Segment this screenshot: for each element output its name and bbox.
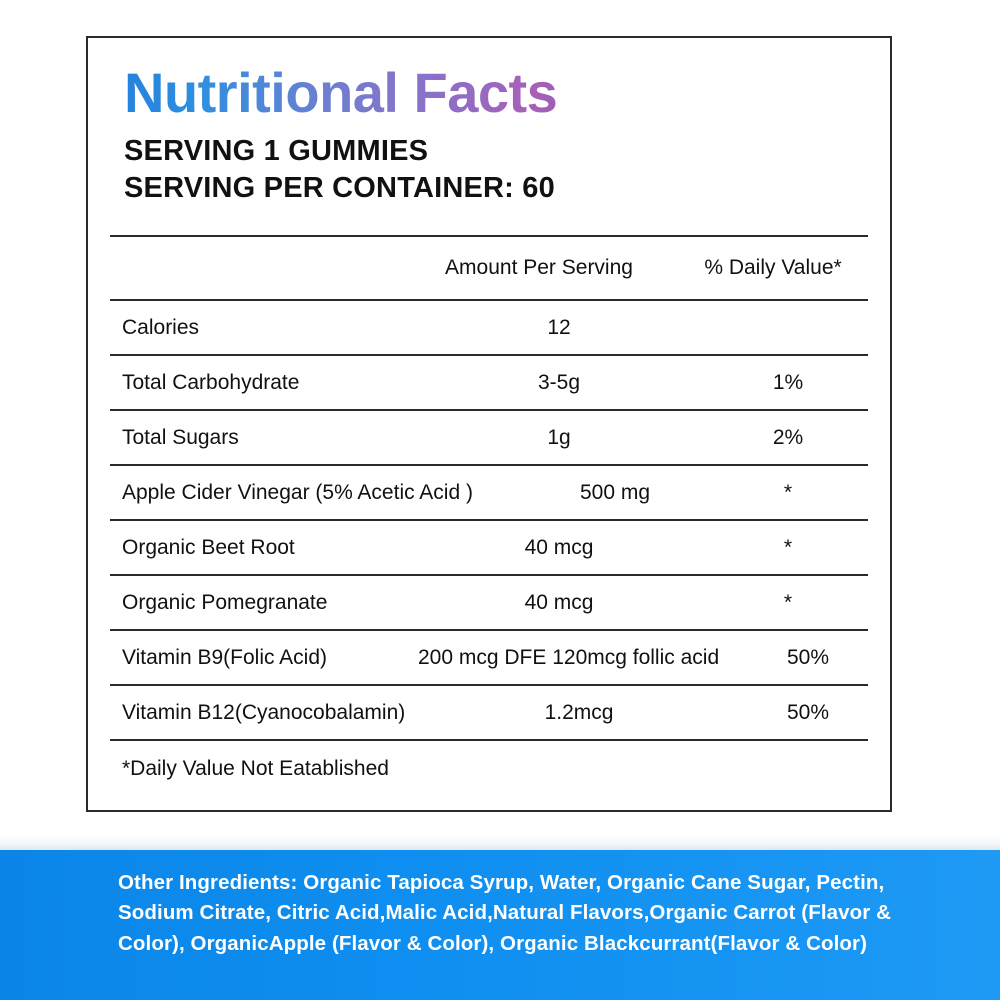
serving-size-line: SERVING 1 GUMMIES [124, 134, 429, 167]
row-amount: 40 mcg [524, 535, 594, 559]
row-amount: 500 mg [580, 480, 651, 504]
table-header-row [88, 237, 890, 299]
row-amount: 1g [547, 425, 571, 449]
other-ingredients-band [0, 850, 1000, 1000]
row-nutrient-name: Organic Beet Root [122, 535, 295, 559]
daily-value-footnote: *Daily Value Not Eatablished [110, 739, 868, 781]
row-daily-value: * [783, 480, 793, 504]
page-title: Nutritional Facts [88, 38, 890, 123]
row-amount: 200 mcg DFE 120mcg follic acid [418, 645, 720, 669]
row-daily-value: * [783, 590, 793, 614]
table-row [110, 629, 868, 684]
table-row [110, 464, 868, 519]
band-content [0, 850, 1000, 959]
row-daily-value: 2% [772, 425, 804, 449]
row-amount: 40 mcg [524, 590, 594, 614]
table-row [110, 409, 868, 464]
row-daily-value: 1% [772, 370, 804, 394]
header-daily-value: % Daily Value* [704, 256, 842, 280]
row-amount: 3-5g [537, 370, 581, 394]
row-daily-value: * [783, 535, 793, 559]
row-nutrient-name: Calories [122, 315, 200, 339]
band-top-gradient [0, 834, 1000, 850]
table-row [110, 519, 868, 574]
row-daily-value: 50% [786, 700, 830, 724]
row-amount: 12 [547, 315, 571, 339]
table-row [110, 299, 868, 354]
table-row [110, 354, 868, 409]
row-nutrient-name: Apple Cider Vinegar (5% Acetic Acid ) [122, 480, 473, 504]
servings-per-container-line: SERVING PER CONTAINER: 60 [124, 171, 555, 204]
table-row [110, 684, 868, 739]
nutrition-table [88, 299, 890, 739]
row-nutrient-name: Total Carbohydrate [122, 370, 300, 394]
row-nutrient-name: Organic Pomegranate [122, 590, 328, 614]
row-nutrient-name: Vitamin B9(Folic Acid) [122, 645, 328, 669]
nutrition-facts-panel [86, 36, 892, 812]
header-amount-per-serving: Amount Per Serving [445, 256, 633, 280]
table-row [110, 574, 868, 629]
row-amount: 1.2mcg [544, 700, 614, 724]
row-nutrient-name: Total Sugars [122, 425, 239, 449]
row-daily-value: 50% [786, 645, 830, 669]
serving-info [88, 123, 890, 207]
row-nutrient-name: Vitamin B12(Cyanocobalamin) [122, 700, 406, 724]
other-ingredients-text: Other Ingredients: Organic Tapioca Syrup, Water, Organic Cane Sugar, Pectin, Sodium Citrate, Citric Acid,Malic Acid,Natural Flavors,Organic Carrot (Flavor & Color), OrganicApple (Flavor & Color), Organic Blackcurrant(Flavor & Color) [118, 871, 892, 955]
